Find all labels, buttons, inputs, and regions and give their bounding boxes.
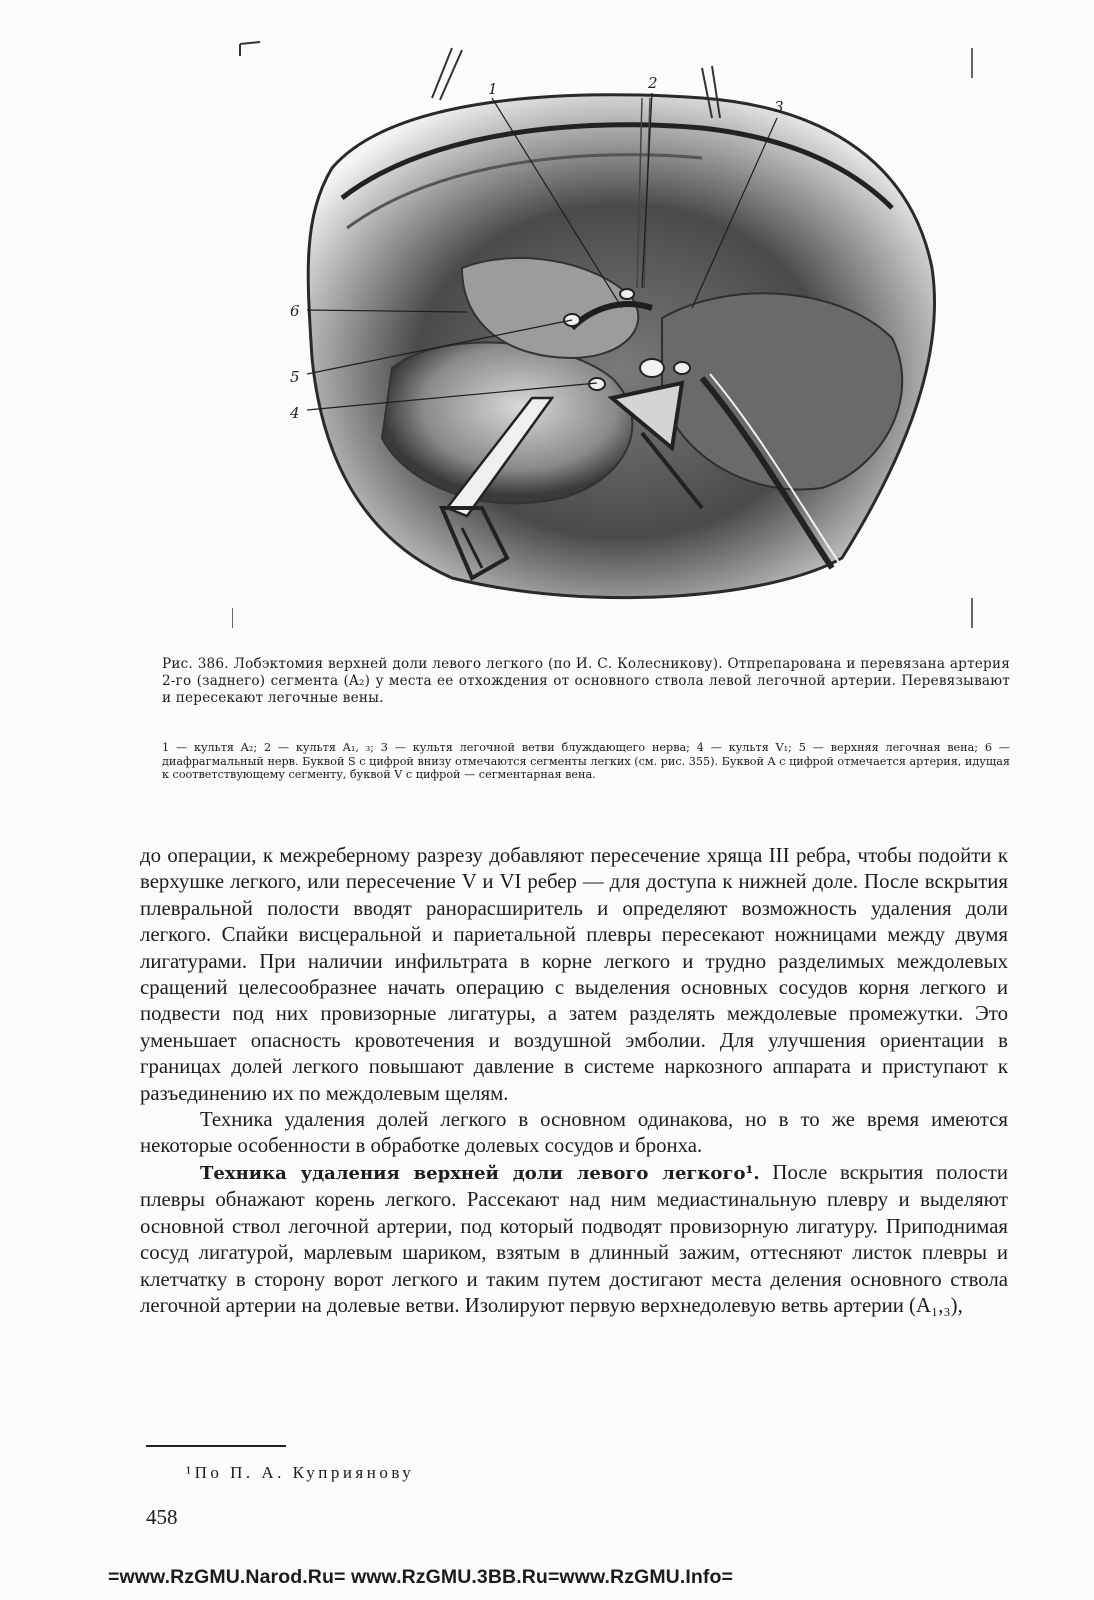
page-number: 458 (146, 1505, 178, 1529)
footnote-divider (146, 1445, 286, 1447)
label-1: 1 (488, 80, 498, 98)
label-6: 6 (290, 302, 300, 320)
watermark: =www.RzGMU.Narod.Ru= www.RzGMU.3BB.Ru=www.RzGMU.Info= (108, 1566, 733, 1588)
label-3: 3 (774, 98, 784, 116)
label-4: 4 (290, 404, 300, 422)
paragraph-1: до операции, к межреберному разрезу добавляют пересечение хряща III ребра, чтобы подойти к верхушке легкого, или пересечение V и VI ребер — для доступа к нижней доле. После вскрытия плевральной полости вводят ранорасширитель и определяют возможность удаления доли легкого. Спайки висцеральной и париетальной плевры пересекают ножницами между двумя лигатурами. При наличии инфильтрата в корне легкого и трудно разделимых междолевых сращений целесообразнее начать операцию с выделения основных сосудов корня легкого и подвести под них провизорные лигатуры, а затем разделять междолевые промежутки. Это уменьшает опасность кровотечения и воздушной эмболии. Для улучшения ориентации в границах долей легкого повышают давление в системе наркозного аппарата и приступают к разъединению их по междолевым щелям. (140, 844, 1008, 1105)
paragraph-2: Техника удаления долей легкого в основном одинакова, но в то же время имеются некоторые особенности в обработке долевых сосудов и бронха. (140, 1108, 1008, 1158)
lobectomy-drawing (232, 38, 977, 630)
section-heading: Техника удаления верхней доли левого легкого¹. (200, 1162, 760, 1184)
paragraph-3-text: После вскрытия полости плевры обнажают корень легкого. Рассекают над ним медиастинальную плевру и выделяют основной ствол легочной артерии, под который подводят провизорную лигатуру. Приподнимая сосуд лигатурой, марлевым шариком, взятым в длинный зажим, оттесняют листок плевры и клетчатку в сторону ворот легкого и таким путем достигают места деления основного ствола легочной артерии на долевые ветви. Изолируют первую верхнедолевую ветвь артерии (A₁,₃), (140, 1160, 1008, 1317)
figure-legend: 1 — культя A₂; 2 — культя A₁, ₃; 3 — культя легочной ветви блуждающего нерва; 4 — культя V₁; 5 — верхняя легочная вена; 6 — диафрагмальный нерв. Буквой S с цифрой внизу отмечаются сегменты легких (см. рис. 355). Буквой A с цифрой отмечается артерия, идущая к соответствующему сегменту, буквой V с цифрой — сегментарная вена. (162, 741, 1010, 781)
paragraph-3 (140, 1160, 1008, 1319)
label-5: 5 (290, 368, 300, 386)
label-2: 2 (648, 74, 658, 92)
main-text (140, 843, 1008, 1319)
surgical-illustration (232, 38, 977, 630)
footnote: ¹По П. А. Куприянову (186, 1463, 415, 1482)
figure-caption: Рис. 386. Лобэктомия верхней доли левого легкого (по И. С. Колесникову). Отпрепарована и перевязана артерия 2-го (заднего) сегмента (A₂) у места ее отхождения от основного ствола левой легочной артерии. Перевязывают и пересекают легочные вены. (162, 656, 1010, 706)
